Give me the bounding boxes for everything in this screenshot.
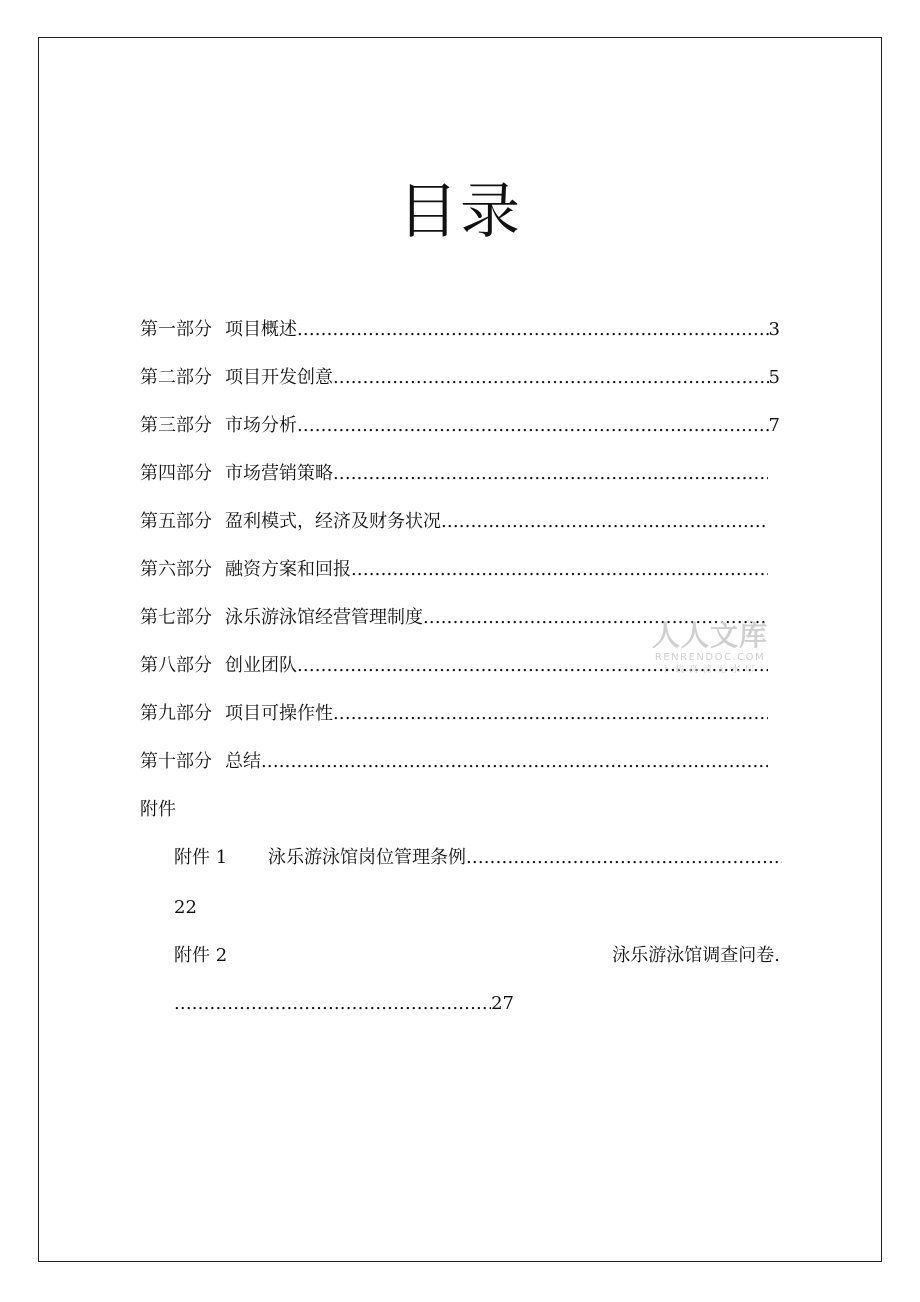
toc-leader-dots xyxy=(174,990,491,1018)
toc-title: 市场分析 xyxy=(225,415,297,436)
toc-title: 融资方案和回报 xyxy=(225,559,351,580)
appendix-label: 附件 2 xyxy=(174,945,228,966)
appendix-row[interactable] xyxy=(174,844,782,872)
toc-row[interactable] xyxy=(140,412,780,440)
appendix-title: 泳乐游泳馆调查问卷. xyxy=(612,945,780,966)
toc-title: 市场营销策略 xyxy=(225,463,333,484)
toc-page-number: 3 xyxy=(768,319,780,340)
appendix-page-number: 27 xyxy=(491,993,514,1014)
toc-title: 泳乐游泳馆经营管理制度 xyxy=(225,607,423,628)
appendix-label: 附件 1 xyxy=(174,847,228,868)
toc-part-label: 第一部分 xyxy=(140,319,212,340)
appendix-title: 泳乐游泳馆岗位管理条例 xyxy=(268,847,466,868)
toc-row[interactable] xyxy=(140,748,768,776)
toc-part-label: 第六部分 xyxy=(140,559,212,580)
watermark-logo-text: 人人文库 xyxy=(651,619,768,652)
toc-leader-dots xyxy=(466,844,782,872)
toc-leader-dots xyxy=(333,700,768,728)
watermark-domain: RENRENDOC.COM xyxy=(654,652,766,663)
toc-leader-dots xyxy=(297,412,769,440)
toc-leader-dots xyxy=(441,508,768,536)
toc-leader-dots xyxy=(333,364,769,392)
toc-title: 项目可操作性 xyxy=(225,703,333,724)
toc-part-label: 第十部分 xyxy=(140,751,212,772)
toc-title: 创业团队 xyxy=(225,655,297,676)
appendix-row[interactable] xyxy=(174,990,514,1018)
toc-row[interactable] xyxy=(140,508,768,536)
toc-part-label: 第四部分 xyxy=(140,463,212,484)
toc-title: 总结 xyxy=(225,751,261,772)
toc-row[interactable] xyxy=(140,700,768,728)
watermark xyxy=(640,620,780,682)
watermark-tagline: 下载高清无水印 xyxy=(660,665,759,675)
toc-leader-dots xyxy=(297,316,769,344)
toc-title: 项目概述 xyxy=(225,319,297,340)
toc-part-label: 第七部分 xyxy=(140,607,212,628)
appendix-page-number: 22 xyxy=(174,897,197,918)
appendix-heading: 附件 xyxy=(140,799,176,820)
toc-part-label: 第八部分 xyxy=(140,655,212,676)
toc-part-label: 第二部分 xyxy=(140,367,212,388)
toc-page-number: 5 xyxy=(768,367,780,388)
page-title: 目录 xyxy=(398,177,522,247)
toc-row[interactable] xyxy=(140,460,768,488)
toc-leader-dots xyxy=(333,460,768,488)
toc-row[interactable] xyxy=(140,316,780,344)
toc-title: 项目开发创意 xyxy=(225,367,333,388)
toc-leader-dots xyxy=(261,748,768,776)
toc-part-label: 第三部分 xyxy=(140,415,212,436)
toc-part-label: 第九部分 xyxy=(140,703,212,724)
toc-part-label: 第五部分 xyxy=(140,511,212,532)
toc-row[interactable] xyxy=(140,364,780,392)
toc-row[interactable] xyxy=(140,556,768,584)
toc-title: 盈利模式，经济及财务状况 xyxy=(225,511,441,532)
toc-page-number: 7 xyxy=(768,415,780,436)
toc-leader-dots xyxy=(351,556,768,584)
